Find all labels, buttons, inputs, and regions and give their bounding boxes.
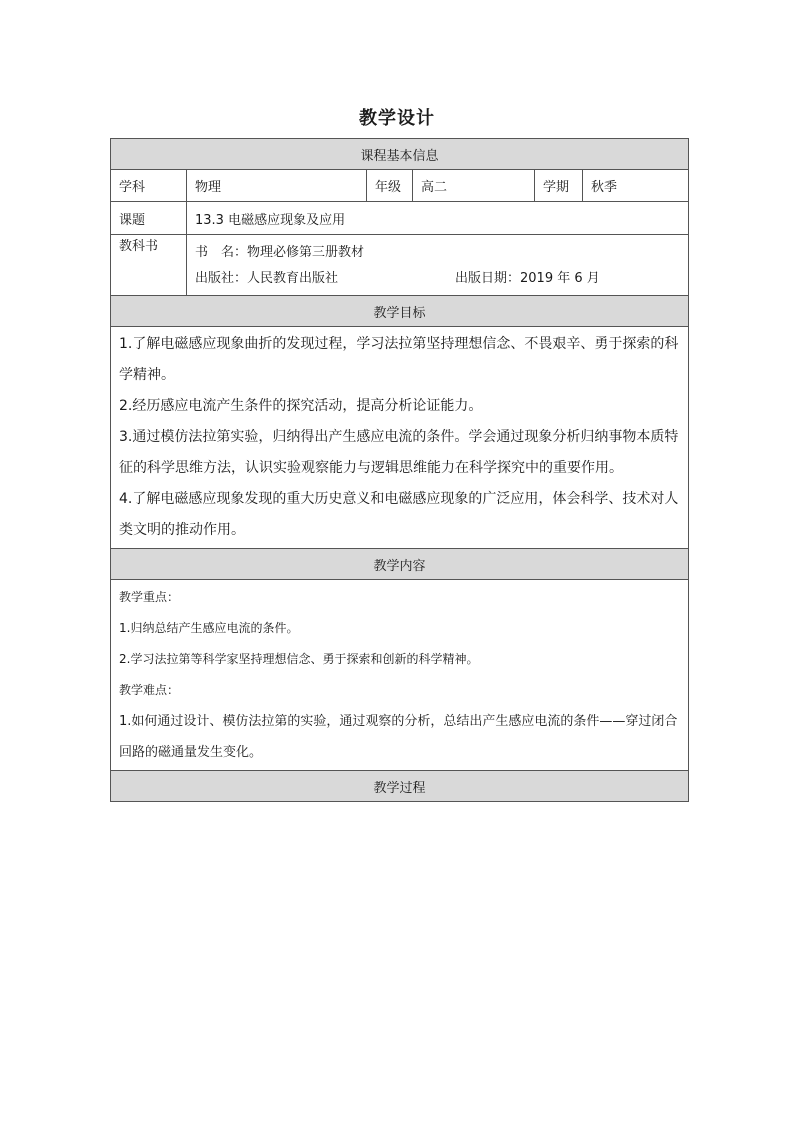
grade-label: 年级	[367, 170, 413, 202]
topic-value: 13.3 电磁感应现象及应用	[187, 202, 689, 235]
book-name: 书 名：物理必修第三册教材	[195, 245, 365, 260]
key-point-item: 1.归纳总结产生感应电流的条件。	[119, 621, 299, 635]
publisher: 出版社：人民教育出版社	[195, 271, 339, 286]
textbook-info	[187, 235, 689, 296]
goal-item: 4.了解电磁感应现象发现的重大历史意义和电磁感应现象的广泛应用，体会科学、技术对人类文明的推动作用。	[119, 491, 679, 538]
textbook-label: 教科书	[111, 235, 187, 296]
book-publish-row	[195, 267, 680, 295]
term-label: 学期	[535, 170, 583, 202]
goal-item: 3.通过模仿法拉第实验，归纳得出产生感应电流的条件。学会通过现象分析归纳事物本质特征的科学思维方法，认识实验观察能力与逻辑思维能力在科学探究中的重要作用。	[119, 429, 679, 476]
goals-list	[111, 327, 689, 549]
difficult-point-item: 1.如何通过设计、模仿法拉第的实验，通过观察的分析，总结出产生感应电流的条件——穿过闭合回路的磁通量发生变化。	[119, 714, 678, 760]
difficult-points-label: 教学难点：	[119, 683, 180, 697]
process-header: 教学过程	[111, 771, 689, 802]
subject-value: 物理	[187, 170, 367, 202]
document-title: 教学设计	[359, 108, 435, 129]
term-value: 秋季	[583, 170, 689, 202]
goal-item: 1.了解电磁感应现象曲折的发现过程，学习法拉第坚持理想信念、不畏艰辛、勇于探索的科学精神。	[119, 336, 679, 383]
publish-date: 出版日期：2019 年 6 月	[455, 271, 600, 286]
goal-item: 2.经历感应电流产生条件的探究活动，提高分析论证能力。	[119, 398, 483, 414]
lesson-plan-table	[110, 138, 689, 802]
basic-info-header: 课程基本信息	[111, 139, 689, 170]
content-header: 教学内容	[111, 549, 689, 580]
subject-label: 学科	[111, 170, 187, 202]
key-points-label: 教学重点：	[119, 590, 180, 604]
grade-value: 高二	[413, 170, 535, 202]
topic-label: 课题	[111, 202, 187, 235]
goals-header: 教学目标	[111, 296, 689, 327]
content-body	[111, 580, 689, 771]
key-point-item: 2.学习法拉第等科学家坚持理想信念、勇于探索和创新的科学精神。	[119, 652, 479, 666]
